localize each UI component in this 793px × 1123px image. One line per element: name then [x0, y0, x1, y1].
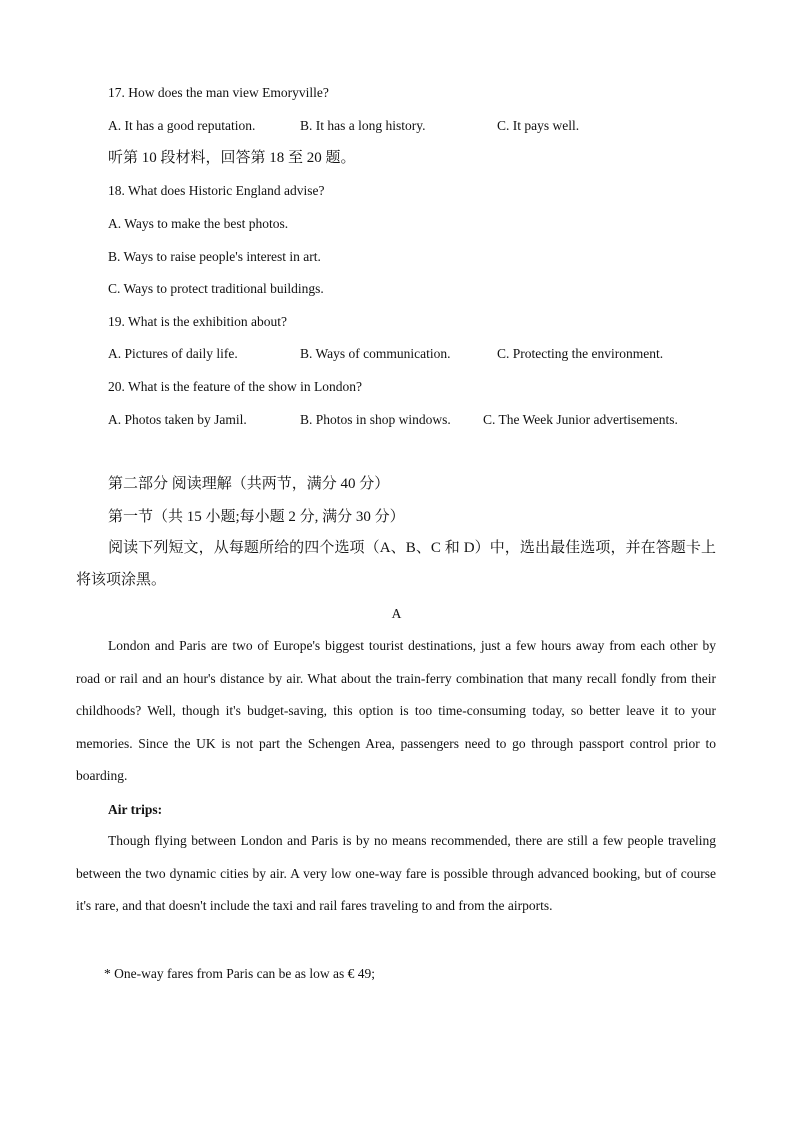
question-20-stem: 20. What is the feature of the show in London? — [108, 379, 362, 394]
option-b: B. Photos in shop windows. — [300, 412, 451, 427]
question-18-stem: 18. What does Historic England advise? — [108, 183, 325, 198]
option-c: C. Protecting the environment. — [497, 346, 664, 361]
section-10-instruction: 听第 10 段材料，回答第 18 至 20 题。 — [108, 150, 356, 166]
paragraph-1-text: London and Paris are two of Europe's biggest tourist destinations, just a few hours away from each other by road or rail and an hour's distance by air. What about the train-ferry combination that many recall fondly from their childhoods? Well, though it's budget-saving, this option is too time-consuming today, so better leave it to your memories. Since the UK is not part the Schengen Area, passengers need to go through passport control prior to boarding. — [76, 638, 716, 784]
passage-paragraph-1 — [76, 630, 716, 793]
option-a: A. Photos taken by Jamil. — [108, 412, 247, 427]
question-18-option-a: A. Ways to make the best photos. — [108, 216, 289, 231]
passage-letter: A — [391, 606, 402, 621]
passage-paragraph-2 — [76, 825, 716, 923]
air-trips-heading: Air trips: — [108, 802, 163, 817]
option-c: C. The Week Junior advertisements. — [483, 412, 678, 427]
part-2-title: 第二部分 阅读理解（共两节，满分 40 分） — [108, 476, 390, 492]
fare-bullet: * One-way fares from Paris can be as low as € 49; — [104, 966, 376, 981]
reading-instruction — [76, 532, 716, 596]
question-18-option-b: B. Ways to raise people's interest in art. — [108, 249, 321, 264]
option-a: A. It has a good reputation. — [108, 118, 256, 133]
section-1-title: 第一节（共 15 小题;每小题 2 分, 满分 30 分） — [108, 509, 405, 525]
question-18-option-c: C. Ways to protect traditional buildings. — [108, 281, 324, 296]
question-19-stem: 19. What is the exhibition about? — [108, 314, 287, 329]
option-a: A. Pictures of daily life. — [108, 346, 238, 361]
paragraph-2-text: Though flying between London and Paris is by no means recommended, there are still a few people traveling between the two dynamic cities by air. A very low one-way fare is possible through advanced booking, but of course it's rare, and that doesn't include the taxi and rail fares traveling to and from the airports. — [76, 833, 716, 914]
option-c: C. It pays well. — [497, 118, 580, 133]
option-b: B. It has a long history. — [300, 118, 426, 133]
question-17-stem: 17. How does the man view Emoryville? — [108, 85, 329, 100]
reading-instruction-text: 阅读下列短文，从每题所给的四个选项（A、B、C 和 D）中，选出最佳选项，并在答题卡上将该项涂黑。 — [76, 540, 716, 588]
option-b: B. Ways of communication. — [300, 346, 451, 361]
